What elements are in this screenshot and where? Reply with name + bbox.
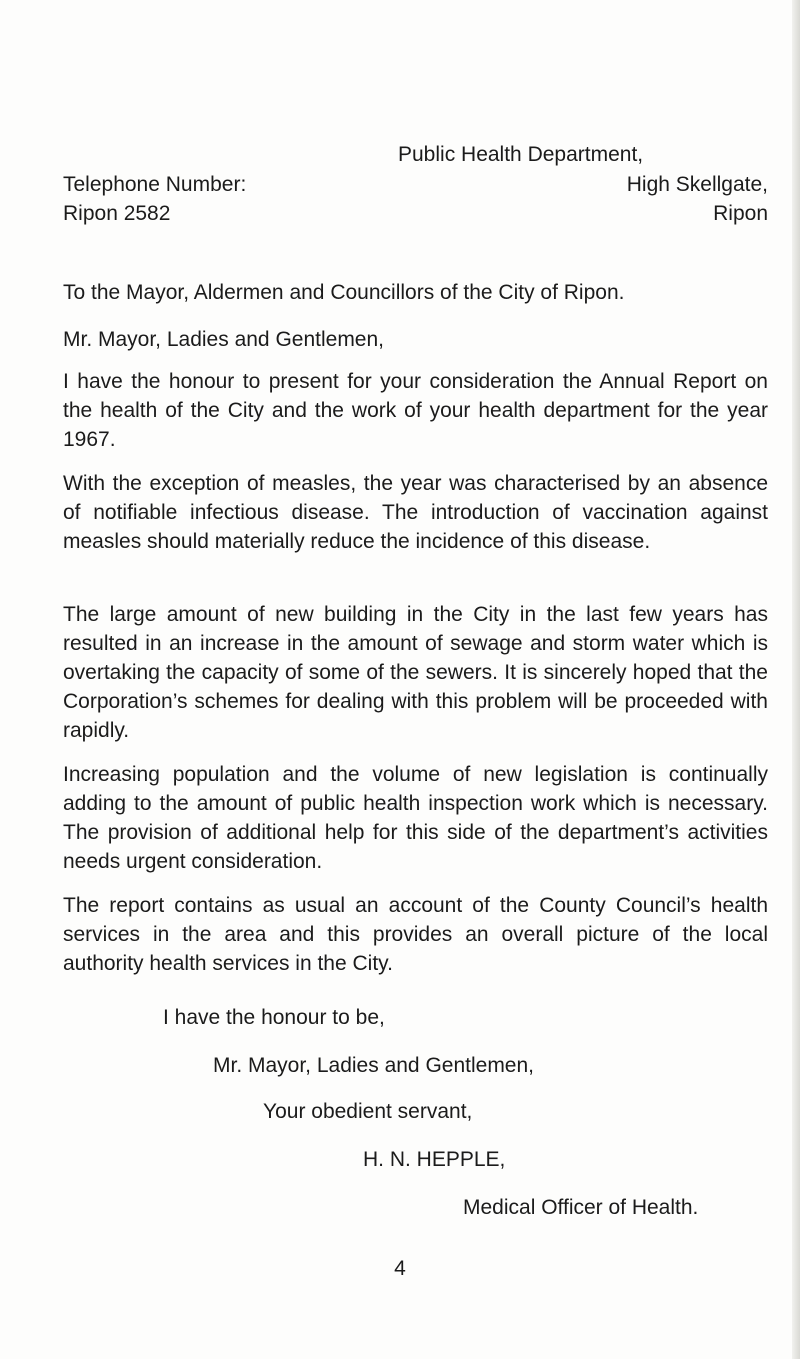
closing-line-3: Your obedient servant, <box>263 1100 473 1123</box>
page-edge-shadow <box>792 0 800 1359</box>
paragraph-2 <box>63 469 768 556</box>
signatory-title: Medical Officer of Health. <box>463 1196 699 1219</box>
telephone-number: Ripon 2582 <box>63 202 171 225</box>
telephone-label: Telephone Number: <box>63 173 247 196</box>
paragraph-4-text: Increasing population and the volume of new legislation is continually adding to the amount of public health inspection work which is necessary. The provision of additional help for this side of the department’s activities needs urgent consideration. <box>63 763 768 873</box>
address-line-1: High Skellgate, <box>626 173 768 196</box>
paragraph-1 <box>63 367 768 454</box>
paragraph-2-text: With the exception of measles, the year was characterised by an absence of notifiable infectious disease. The introduction of vaccination against measles should materially reduce the incidence of this disease. <box>63 472 768 553</box>
greeting: Mr. Mayor, Ladies and Gentlemen, <box>63 328 384 351</box>
closing-line-2: Mr. Mayor, Ladies and Gentlemen, <box>213 1054 534 1077</box>
paragraph-1-text: I have the honour to present for your consideration the Annual Report on the health of the City and the work of your health department for the year 1967. <box>63 370 768 451</box>
paragraph-3-text: The large amount of new building in the City in the last few years has resulted in an increase in the amount of sewage and storm water which is overtaking the capacity of some of the sewers. It is sincerely hoped that the Corporation’s schemes for dealing with this problem will be proceeded with rapidly. <box>63 603 768 742</box>
address-line-2: Ripon <box>713 202 768 225</box>
signatory-name: H. N. HEPPLE, <box>363 1148 506 1171</box>
paragraph-5-text: The report contains as usual an account of the County Council’s health services in the area and this provides an overall picture of the local authority health services in the City. <box>63 894 768 975</box>
addressee: To the Mayor, Aldermen and Councillors of the City of Ripon. <box>63 281 625 304</box>
page-number: 4 <box>394 1257 406 1280</box>
department-name: Public Health Department, <box>398 143 644 166</box>
paragraph-4 <box>63 760 768 876</box>
paragraph-5 <box>63 891 768 978</box>
paragraph-3 <box>63 600 768 745</box>
closing-line-1: I have the honour to be, <box>163 1006 385 1029</box>
